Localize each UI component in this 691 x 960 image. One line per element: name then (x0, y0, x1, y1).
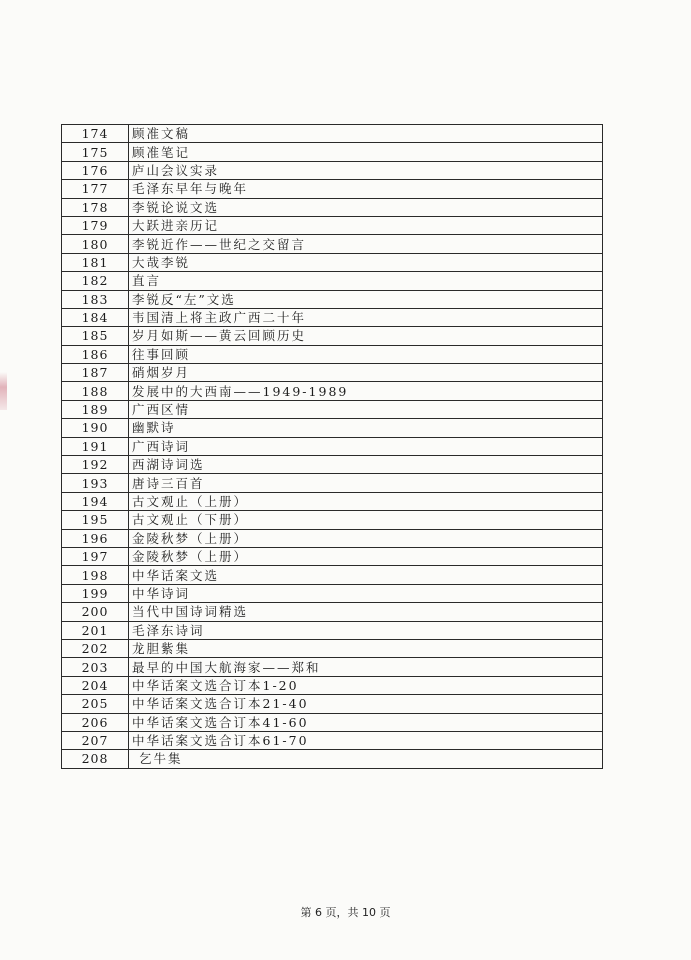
book-title-cell: 往事回顾 (129, 345, 603, 363)
book-title-cell: 中华话案文选 (129, 566, 603, 584)
table-row (62, 603, 603, 621)
book-title-cell: 当代中国诗词精选 (129, 603, 603, 621)
row-number-cell: 203 (62, 658, 129, 676)
book-list-table-container (61, 124, 603, 769)
book-title-cell: 幽默诗 (129, 419, 603, 437)
book-title-cell: 中华话案文选合订本21-40 (129, 695, 603, 713)
book-title-cell: 中华话案文选合订本61-70 (129, 731, 603, 749)
row-number-cell: 197 (62, 547, 129, 565)
table-row (62, 750, 603, 768)
table-row (62, 180, 603, 198)
row-number-cell: 191 (62, 437, 129, 455)
row-number-cell: 198 (62, 566, 129, 584)
book-title-cell: 广西区情 (129, 400, 603, 418)
row-number-cell: 188 (62, 382, 129, 400)
row-number-cell: 193 (62, 474, 129, 492)
book-title-cell: 毛泽东诗词 (129, 621, 603, 639)
table-row (62, 290, 603, 308)
row-number-cell: 204 (62, 676, 129, 694)
table-row (62, 511, 603, 529)
row-number-cell: 174 (62, 125, 129, 143)
row-number-cell: 201 (62, 621, 129, 639)
row-number-cell: 192 (62, 456, 129, 474)
table-row (62, 400, 603, 418)
table-row (62, 437, 603, 455)
book-title-cell: 广西诗词 (129, 437, 603, 455)
book-list-body (62, 125, 603, 769)
row-number-cell: 207 (62, 731, 129, 749)
row-number-cell: 195 (62, 511, 129, 529)
book-title-cell: 西湖诗词选 (129, 456, 603, 474)
table-row (62, 216, 603, 234)
book-title-cell: 中华诗词 (129, 584, 603, 602)
table-row (62, 364, 603, 382)
page-footer: 第 6 页，共 10 页 (300, 906, 391, 919)
book-title-cell: 硝烟岁月 (129, 364, 603, 382)
book-title-cell: 李锐论说文选 (129, 198, 603, 216)
book-title-cell: 李锐近作——世纪之交留言 (129, 235, 603, 253)
row-number-cell: 205 (62, 695, 129, 713)
row-number-cell: 199 (62, 584, 129, 602)
row-number-cell: 200 (62, 603, 129, 621)
table-row (62, 639, 603, 657)
row-number-cell: 206 (62, 713, 129, 731)
row-number-cell: 183 (62, 290, 129, 308)
row-number-cell: 176 (62, 161, 129, 179)
table-row (62, 143, 603, 161)
row-number-cell: 182 (62, 272, 129, 290)
table-row (62, 658, 603, 676)
book-title-cell: 大哉李锐 (129, 253, 603, 271)
table-row (62, 547, 603, 565)
table-row (62, 584, 603, 602)
table-row (62, 125, 603, 143)
row-number-cell: 179 (62, 216, 129, 234)
row-number-cell: 187 (62, 364, 129, 382)
row-number-cell: 175 (62, 143, 129, 161)
table-row (62, 161, 603, 179)
book-title-cell: 龙胆紫集 (129, 639, 603, 657)
book-title-cell: 毛泽东早年与晚年 (129, 180, 603, 198)
table-row (62, 382, 603, 400)
table-row (62, 456, 603, 474)
book-title-cell: 中华话案文选合订本1-20 (129, 676, 603, 694)
row-number-cell: 189 (62, 400, 129, 418)
book-title-cell: 顾准文稿 (129, 125, 603, 143)
row-number-cell: 186 (62, 345, 129, 363)
table-row (62, 492, 603, 510)
book-title-cell: 岁月如斯——黄云回顾历史 (129, 327, 603, 345)
table-row (62, 345, 603, 363)
book-title-cell: 韦国清上将主政广西二十年 (129, 308, 603, 326)
book-title-cell: 庐山会议实录 (129, 161, 603, 179)
table-row (62, 676, 603, 694)
table-row (62, 713, 603, 731)
row-number-cell: 177 (62, 180, 129, 198)
row-number-cell: 184 (62, 308, 129, 326)
row-number-cell: 190 (62, 419, 129, 437)
row-number-cell: 208 (62, 750, 129, 768)
row-number-cell: 196 (62, 529, 129, 547)
table-row (62, 235, 603, 253)
row-number-cell: 178 (62, 198, 129, 216)
table-row (62, 419, 603, 437)
book-title-cell: 最早的中国大航海家——郑和 (129, 658, 603, 676)
table-row (62, 272, 603, 290)
book-title-cell: 古文观止（下册） (129, 511, 603, 529)
book-title-cell: 唐诗三百首 (129, 474, 603, 492)
table-row (62, 308, 603, 326)
table-row (62, 327, 603, 345)
book-title-cell: 金陵秋梦（上册） (129, 529, 603, 547)
row-number-cell: 185 (62, 327, 129, 345)
book-list-table (61, 124, 603, 769)
table-row (62, 695, 603, 713)
row-number-cell: 181 (62, 253, 129, 271)
book-title-cell: 中华话案文选合订本41-60 (129, 713, 603, 731)
row-number-cell: 194 (62, 492, 129, 510)
book-title-cell: 金陵秋梦（上册） (129, 547, 603, 565)
book-title-cell: 乞牛集 (129, 750, 603, 768)
table-row (62, 621, 603, 639)
book-title-cell: 发展中的大西南——1949-1989 (129, 382, 603, 400)
book-title-cell: 李锐反“左”文选 (129, 290, 603, 308)
table-row (62, 529, 603, 547)
book-title-cell: 大跃进亲历记 (129, 216, 603, 234)
table-row (62, 731, 603, 749)
book-title-cell: 古文观止（上册） (129, 492, 603, 510)
table-row (62, 253, 603, 271)
book-title-cell: 直言 (129, 272, 603, 290)
row-number-cell: 202 (62, 639, 129, 657)
book-title-cell: 顾准笔记 (129, 143, 603, 161)
paper-stain (0, 372, 7, 410)
table-row (62, 474, 603, 492)
table-row (62, 566, 603, 584)
table-row (62, 198, 603, 216)
row-number-cell: 180 (62, 235, 129, 253)
